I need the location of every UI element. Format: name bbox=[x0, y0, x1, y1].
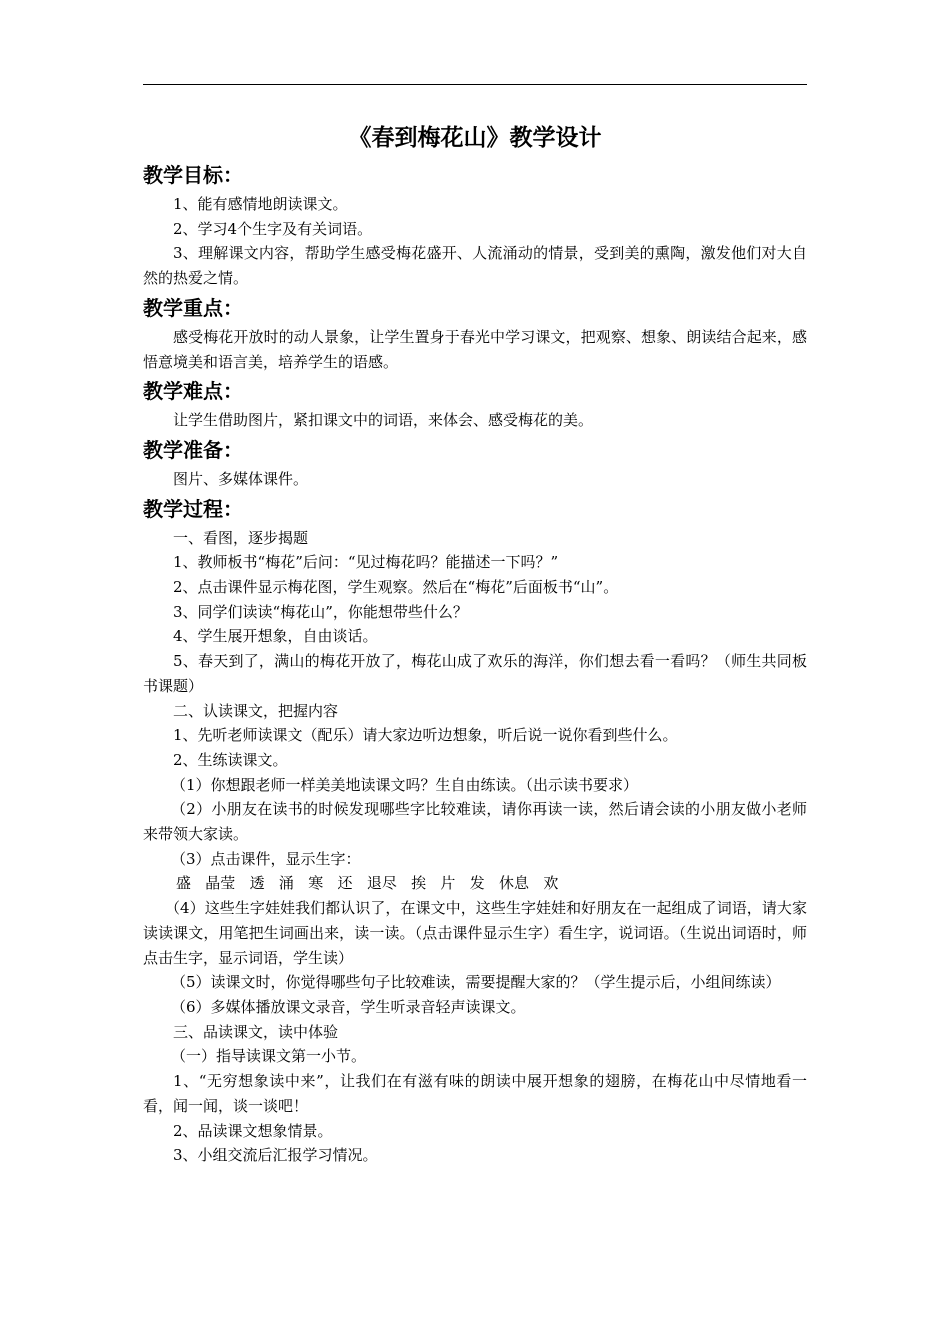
goal-item: 3、理解课文内容，帮助学生感受梅花盛开、人流涌动的情景，受到美的熏陶，激发他们对大自然的热爱之情。 bbox=[143, 244, 807, 288]
document-body bbox=[143, 118, 807, 1168]
process-line: 一、看图，逐步揭题 bbox=[173, 528, 309, 547]
process-line: （3）点击课件，显示生字： bbox=[171, 849, 361, 868]
process-line: 2、生练读课文。 bbox=[173, 750, 288, 769]
document-title: 《春到梅花山》教学设计 bbox=[348, 125, 602, 151]
process-line: 2、点击课件显示梅花图，学生观察。然后在“梅花”后面板书“山”。 bbox=[173, 578, 619, 597]
section-heading-difficulties: 教学难点： bbox=[143, 379, 243, 404]
process-line: 三、品读课文，读中体验 bbox=[173, 1022, 339, 1041]
preparation-text: 图片、多媒体课件。 bbox=[173, 469, 309, 488]
section-heading-key-points: 教学重点： bbox=[143, 295, 243, 320]
process-line: （1）你想跟老师一样美美地读课文吗？生自由练读。（出示读书要求） bbox=[171, 775, 639, 794]
process-line: 3、同学们读读“梅花山”，你能想带些什么？ bbox=[173, 602, 468, 621]
section-heading-process: 教学过程： bbox=[143, 496, 243, 521]
process-line: 1、“无穷想象读中来”，让我们在有滋有味的朗读中展开想象的翅膀，在梅花山中尽情地看一看，闻一闻，谈一谈吧！ bbox=[143, 1072, 807, 1115]
process-line: 二、认读课文，把握内容 bbox=[173, 701, 339, 720]
process-line: 3、小组交流后汇报学习情况。 bbox=[173, 1146, 378, 1165]
process-line: 5、春天到了，满山的梅花开放了，梅花山成了欢乐的海洋，你们想去看一看吗？（师生共同板书课题） bbox=[143, 652, 807, 695]
goal-item: 1、能有感情地朗读课文。 bbox=[173, 195, 348, 213]
process-line: 4、学生展开想象，自由谈话。 bbox=[173, 627, 378, 646]
section-heading-goals: 教学目标： bbox=[143, 163, 243, 187]
process-line: （4）这些生字娃娃我们都认识了，在课文中，这些生字娃娃和好朋友在一起组成了词语，请大家读读课文，用笔把生词画出来，读一读。（点击课件显示生字）看生字，说词语。（生说出词语时，师点击生字，显示词语，学生读） bbox=[143, 899, 807, 967]
process-line: 1、先听老师读课文（配乐）请大家边听边想象，听后说一说你看到些什么。 bbox=[173, 726, 678, 745]
process-line: （2）小朋友在读书的时候发现哪些字比较难读，请你再读一读，然后请会读的小朋友做小老师来带领大家读。 bbox=[143, 800, 807, 844]
header-rule bbox=[143, 84, 807, 85]
key-points-text: 感受梅花开放时的动人景象，让学生置身于春光中学习课文，把观察、想象、朗读结合起来，感悟意境美和语言美，培养学生的语感。 bbox=[143, 327, 807, 371]
goal-item: 2、学习4个生字及有关词语。 bbox=[173, 219, 373, 238]
process-line: （一）指导读课文第一小节。 bbox=[171, 1047, 367, 1066]
process-line: 1、教师板书“梅花”后问：“见过梅花吗？能描述一下吗？” bbox=[173, 553, 559, 572]
new-characters-list: 盛 晶莹 透 涌 寒 还 退尽 挨 片 发 休息 欢 bbox=[176, 874, 559, 893]
process-line: （5）读课文时，你觉得哪些句子比较难读，需要提醒大家的？（学生提示后，小组间练读） bbox=[171, 973, 781, 992]
difficulties-text: 让学生借助图片，紧扣课文中的词语，来体会、感受梅花的美。 bbox=[173, 411, 594, 430]
section-heading-preparation: 教学准备： bbox=[143, 437, 243, 462]
process-line: 2、品读课文想象情景。 bbox=[173, 1121, 333, 1140]
process-line: （6）多媒体播放课文录音，学生听录音轻声读课文。 bbox=[171, 997, 526, 1016]
